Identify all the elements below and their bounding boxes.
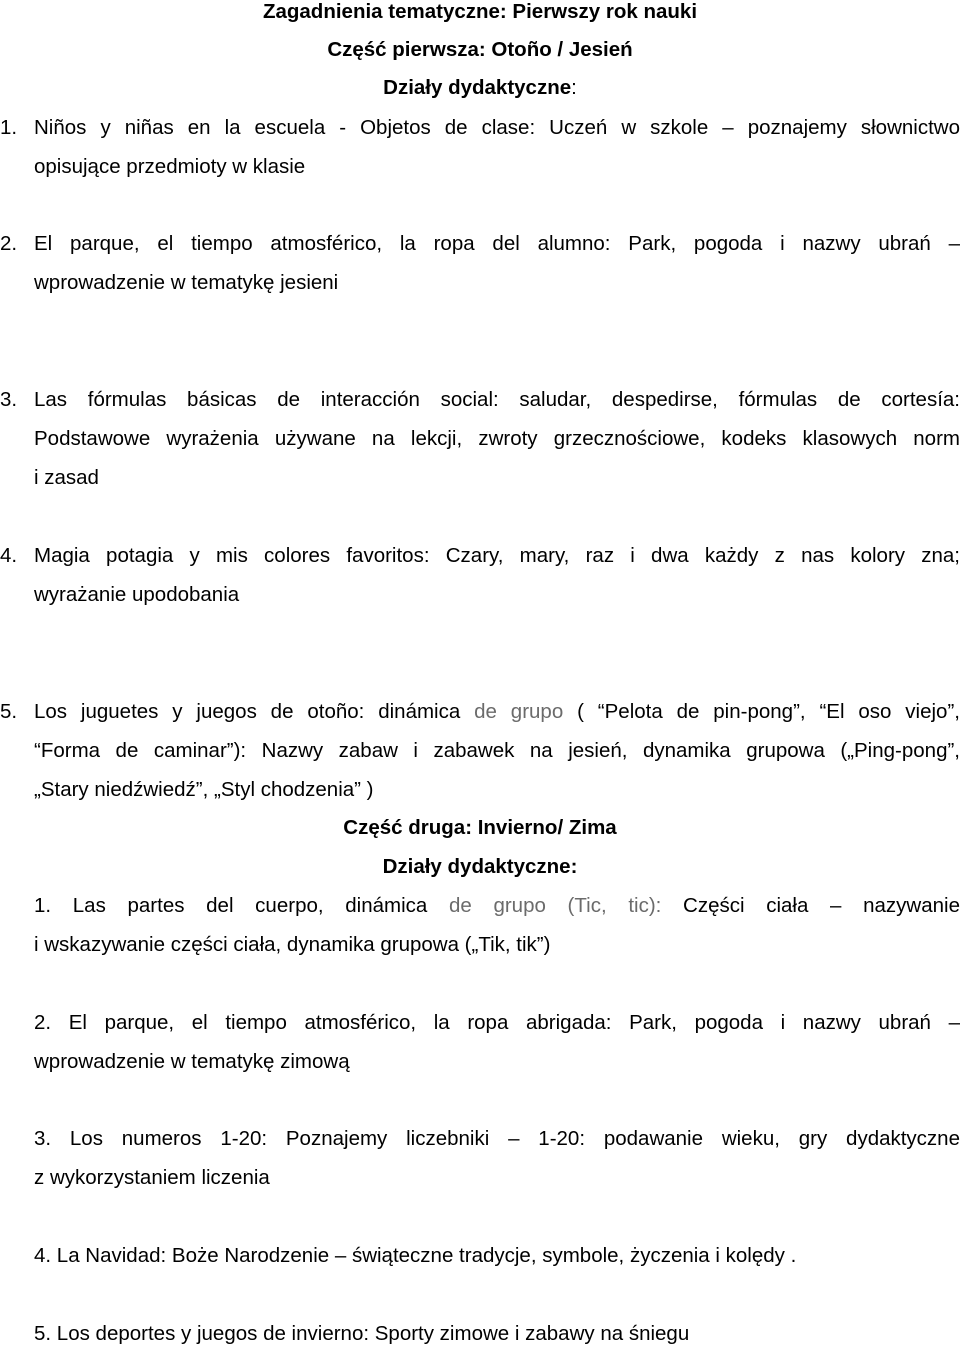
item-text-continued: wprowadzenie w tematykę zimową bbox=[34, 1050, 350, 1073]
item-number: 4. bbox=[0, 544, 18, 567]
item-text-grey: de grupo bbox=[474, 700, 564, 723]
item-text-continued: „Stary niedźwiedź”, „Styl chodzenia” ) bbox=[34, 778, 374, 801]
section-label-text: Działy dydaktyczne bbox=[383, 76, 572, 99]
item-text-continued: Podstawowe wyrażenia używane na lekcji, zwroty grzecznościowe, kodeks klasowych norm bbox=[34, 427, 960, 450]
item-text: Magia potagia y mis colores favoritos: Czary, mary, raz i dwa każdy z nas kolory zna; bbox=[34, 544, 960, 567]
item-text: 3. Los numeros 1-20: Poznajemy liczebniki – 1-20: podawanie wieku, gry dydaktyczne bbox=[34, 1127, 960, 1150]
item-text: 4. La Navidad: Boże Narodzenie – świąteczne tradycje, symbole, życzenia i kolędy . bbox=[34, 1244, 797, 1267]
item-number: 3. bbox=[0, 388, 18, 411]
item-number: 2. bbox=[0, 232, 18, 255]
item-text-continued: i wskazywanie części ciała, dynamika grupowa („Tik, tik”) bbox=[34, 933, 551, 956]
item-number: 1. bbox=[0, 116, 18, 139]
item-text-part: ( “Pelota de pin-pong”, “El oso viejo”, bbox=[563, 700, 960, 723]
item-text-grey: de grupo (Tic, tic): bbox=[448, 894, 662, 917]
item-text-part: Los juguetes y juegos de otoño: dinámica bbox=[34, 700, 475, 723]
item-text bbox=[34, 700, 960, 724]
item-text-part: 1. Las partes del cuerpo, dinámica bbox=[34, 894, 449, 917]
part-one-heading: Część pierwsza: Otoño / Jesień bbox=[327, 38, 633, 61]
item-number: 5. bbox=[0, 700, 18, 723]
section-label bbox=[0, 76, 960, 100]
document-title: Zagadnienia tematyczne: Pierwszy rok nauki bbox=[262, 0, 698, 23]
section-label-colon: : bbox=[571, 76, 577, 99]
item-text: Niños y niñas en la escuela - Objetos de clase: Uczeń w szkole – poznajemy słownictwo bbox=[34, 116, 960, 139]
item-text: El parque, el tiempo atmosférico, la ropa del alumno: Park, pogoda i nazwy ubrań – bbox=[34, 232, 960, 255]
item-text: 5. Los deportes y juegos de invierno: Sporty zimowe i zabawy na śniegu bbox=[34, 1322, 690, 1345]
item-text-continued: wyrażanie upodobania bbox=[34, 583, 240, 606]
item-text-continued: wprowadzenie w tematykę jesieni bbox=[34, 271, 339, 294]
item-text-continued: i zasad bbox=[34, 466, 99, 489]
item-text: 2. El parque, el tiempo atmosférico, la ropa abrigada: Park, pogoda i nazwy ubrań – bbox=[34, 1011, 960, 1034]
item-text-part: Części ciała – nazywanie bbox=[661, 894, 960, 917]
part-two-heading: Część druga: Invierno/ Zima bbox=[343, 816, 617, 839]
item-text bbox=[34, 894, 960, 918]
item-text: Las fórmulas básicas de interacción social: saludar, despedirse, fórmulas de cortesía: bbox=[34, 388, 960, 411]
item-text-continued: z wykorzystaniem liczenia bbox=[34, 1166, 270, 1189]
item-text-continued: “Forma de caminar”): Nazwy zabaw i zabawek na jesień, dynamika grupowa („Ping-pong”, bbox=[34, 739, 960, 762]
section-label: Działy dydaktyczne: bbox=[382, 855, 578, 878]
item-text-continued: opisujące przedmioty w klasie bbox=[34, 155, 306, 178]
